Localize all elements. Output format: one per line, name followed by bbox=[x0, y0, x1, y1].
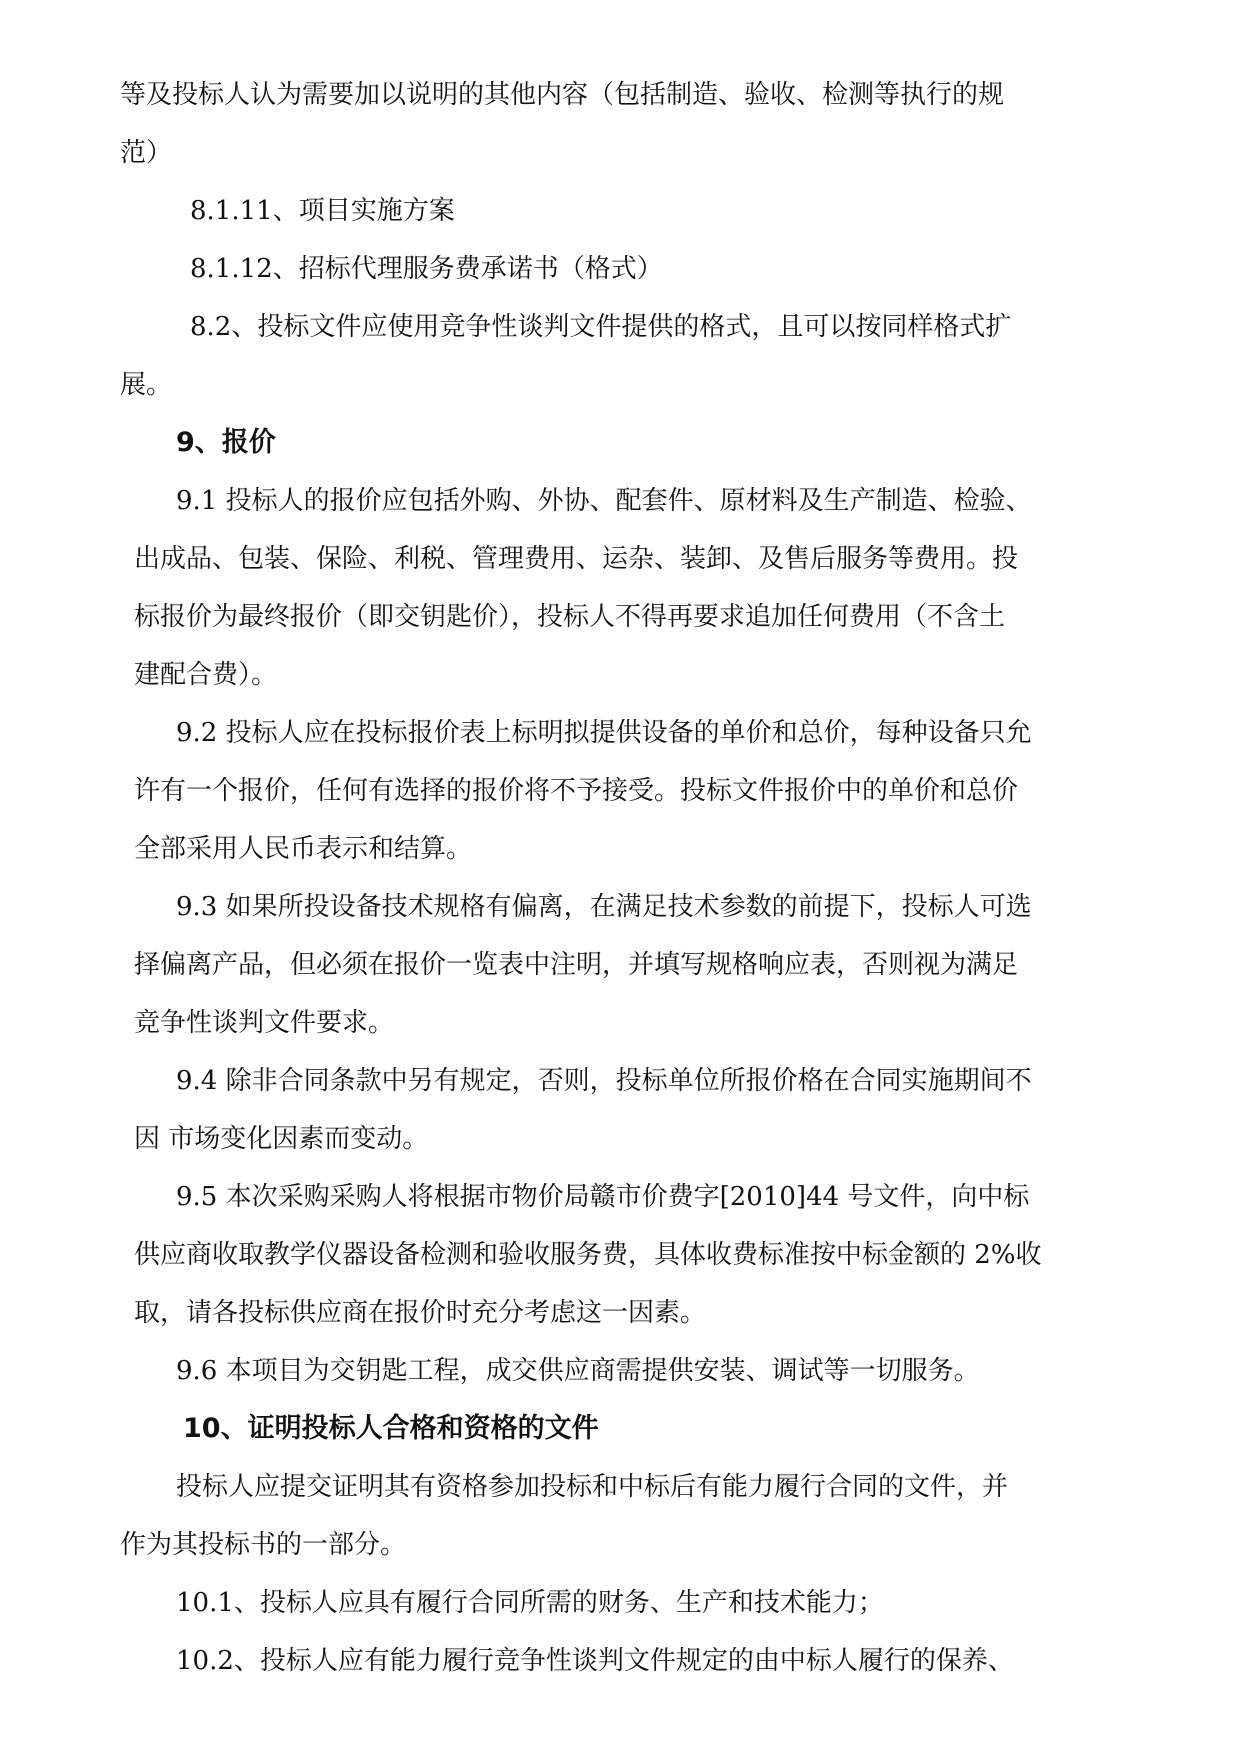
body-line: 9.2 投标人应在投标报价表上标明拟提供设备的单价和总价，每种设备只允 bbox=[176, 718, 1032, 748]
body-line: 投标人应提交证明其有资格参加投标和中标后有能力履行合同的文件，并 bbox=[176, 1472, 1009, 1502]
body-line: 9.6 本项目为交钥匙工程，成交供应商需提供安装、调试等一切服务。 bbox=[176, 1356, 980, 1386]
body-line: 9.3 如果所投设备技术规格有偏离，在满足技术参数的前提下，投标人可选 bbox=[176, 892, 1032, 922]
body-line: 择偏离产品，但必须在报价一览表中注明，并填写规格响应表，否则视为满足 bbox=[134, 950, 1019, 980]
body-line: 作为其投标书的一部分。 bbox=[120, 1530, 407, 1560]
body-line: 9.4 除非合同条款中另有规定，否则，投标单位所报价格在合同实施期间不 bbox=[176, 1066, 1032, 1096]
body-line: 建配合费）。 bbox=[134, 660, 278, 690]
body-line: 全部采用人民币表示和结算。 bbox=[134, 834, 473, 864]
body-line: 出成品、包装、保险、利税、管理费用、运杂、装卸、及售后服务等费用。投 bbox=[134, 544, 1019, 574]
body-line: 展。 bbox=[120, 370, 173, 400]
body-line: 供应商收取教学仪器设备检测和验收服务费，具体收费标准按中标金额的 2%收 bbox=[134, 1240, 1042, 1270]
body-line: 等及投标人认为需要加以说明的其他内容（包括制造、验收、检测等执行的规 bbox=[120, 80, 1005, 110]
body-line: 取，请各投标供应商在报价时充分考虑这一因素。 bbox=[134, 1298, 707, 1328]
body-line: 9.1 投标人的报价应包括外购、外协、配套件、原材料及生产制造、检验、 bbox=[176, 486, 1032, 516]
body-line: 10.1、投标人应具有履行合同所需的财务、生产和技术能力； bbox=[176, 1588, 884, 1618]
body-line: 许有一个报价，任何有选择的报价将不予接受。投标文件报价中的单价和总价 bbox=[134, 776, 1019, 806]
section-heading: 10、证明投标人合格和资格的文件 bbox=[183, 1413, 599, 1444]
list-item: 8.1.12、招标代理服务费承诺书（格式） bbox=[190, 254, 663, 284]
body-line: 9.5 本次采购采购人将根据市物价局赣市价费字[2010]44 号文件，向中标 bbox=[176, 1182, 1030, 1212]
body-line: 因 市场变化因素而变动。 bbox=[134, 1124, 429, 1154]
body-line: 竞争性谈判文件要求。 bbox=[134, 1008, 395, 1038]
body-line: 标报价为最终报价（即交钥匙价），投标人不得再要求追加任何费用（不含土 bbox=[134, 602, 1006, 632]
body-line: 8.2、投标文件应使用竞争性谈判文件提供的格式，且可以按同样格式扩 bbox=[190, 312, 1012, 342]
list-item: 8.1.11、项目实施方案 bbox=[190, 196, 455, 226]
section-heading: 9、报价 bbox=[176, 427, 276, 458]
body-line: 10.2、投标人应有能力履行竞争性谈判文件规定的由中标人履行的保养、 bbox=[176, 1646, 1014, 1676]
body-line: 范） bbox=[120, 138, 173, 168]
